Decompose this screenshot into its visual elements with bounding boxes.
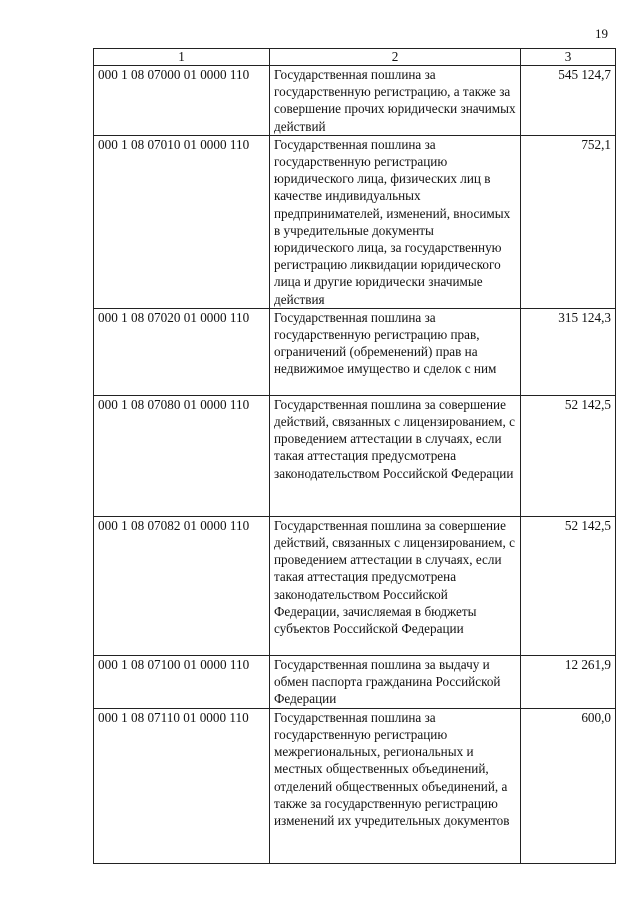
row-code: 000 1 08 07020 01 0000 110	[94, 308, 270, 395]
table-row	[94, 516, 616, 655]
row-description: Государственная пошлина за государственную регистрацию, а также за совершение прочих юридически значимых действий	[270, 66, 521, 136]
header-row	[94, 49, 616, 66]
row-amount: 52 142,5	[521, 395, 616, 516]
row-description: Государственная пошлина за государственную регистрацию прав, ограничений (обременений) прав на недвижимое имущество и сделок с ним	[270, 308, 521, 395]
row-code: 000 1 08 07080 01 0000 110	[94, 395, 270, 516]
row-code: 000 1 08 07000 01 0000 110	[94, 66, 270, 136]
row-code: 000 1 08 07082 01 0000 110	[94, 516, 270, 655]
column-header-3: 3	[521, 49, 616, 66]
row-description: Государственная пошлина за государственную регистрацию межрегиональных, региональных и местных общественных объединений, отделений общественных объединений, а также за государственную регистрацию изменений их учредительных документов	[270, 708, 521, 863]
row-description: Государственная пошлина за совершение действий, связанных с лицензированием, с проведением аттестации в случаях, если такая аттестация предусмотрена законодательством Российской Федерации, зачисляемая в бюджеты субъектов Российской Федерации	[270, 516, 521, 655]
table-row	[94, 135, 616, 308]
row-amount: 752,1	[521, 135, 616, 308]
row-amount: 52 142,5	[521, 516, 616, 655]
row-amount: 12 261,9	[521, 655, 616, 708]
row-amount: 315 124,3	[521, 308, 616, 395]
row-description: Государственная пошлина за совершение действий, связанных с лицензированием, с проведением аттестации в случаях, если такая аттестация предусмотрена законодательством Российской Федерации	[270, 395, 521, 516]
table-row	[94, 655, 616, 708]
row-amount: 545 124,7	[521, 66, 616, 136]
row-amount: 600,0	[521, 708, 616, 863]
table-row	[94, 708, 616, 863]
column-header-2: 2	[270, 49, 521, 66]
row-code: 000 1 08 07110 01 0000 110	[94, 708, 270, 863]
table-row	[94, 308, 616, 395]
column-header-1: 1	[94, 49, 270, 66]
page-number: 19	[595, 26, 608, 41]
row-description: Государственная пошлина за выдачу и обмен паспорта гражданина Российской Федерации	[270, 655, 521, 708]
table-row	[94, 66, 616, 136]
row-code: 000 1 08 07010 01 0000 110	[94, 135, 270, 308]
row-code: 000 1 08 07100 01 0000 110	[94, 655, 270, 708]
budget-table	[93, 48, 616, 864]
table-row	[94, 395, 616, 516]
row-description: Государственная пошлина за государственную регистрацию юридического лица, физических лиц в качестве индивидуальных предпринимателей, изменений, вносимых в учредительные документы юридического лица, за государственную регистрацию ликвидации юридического лица и другие юридически значимые действия	[270, 135, 521, 308]
